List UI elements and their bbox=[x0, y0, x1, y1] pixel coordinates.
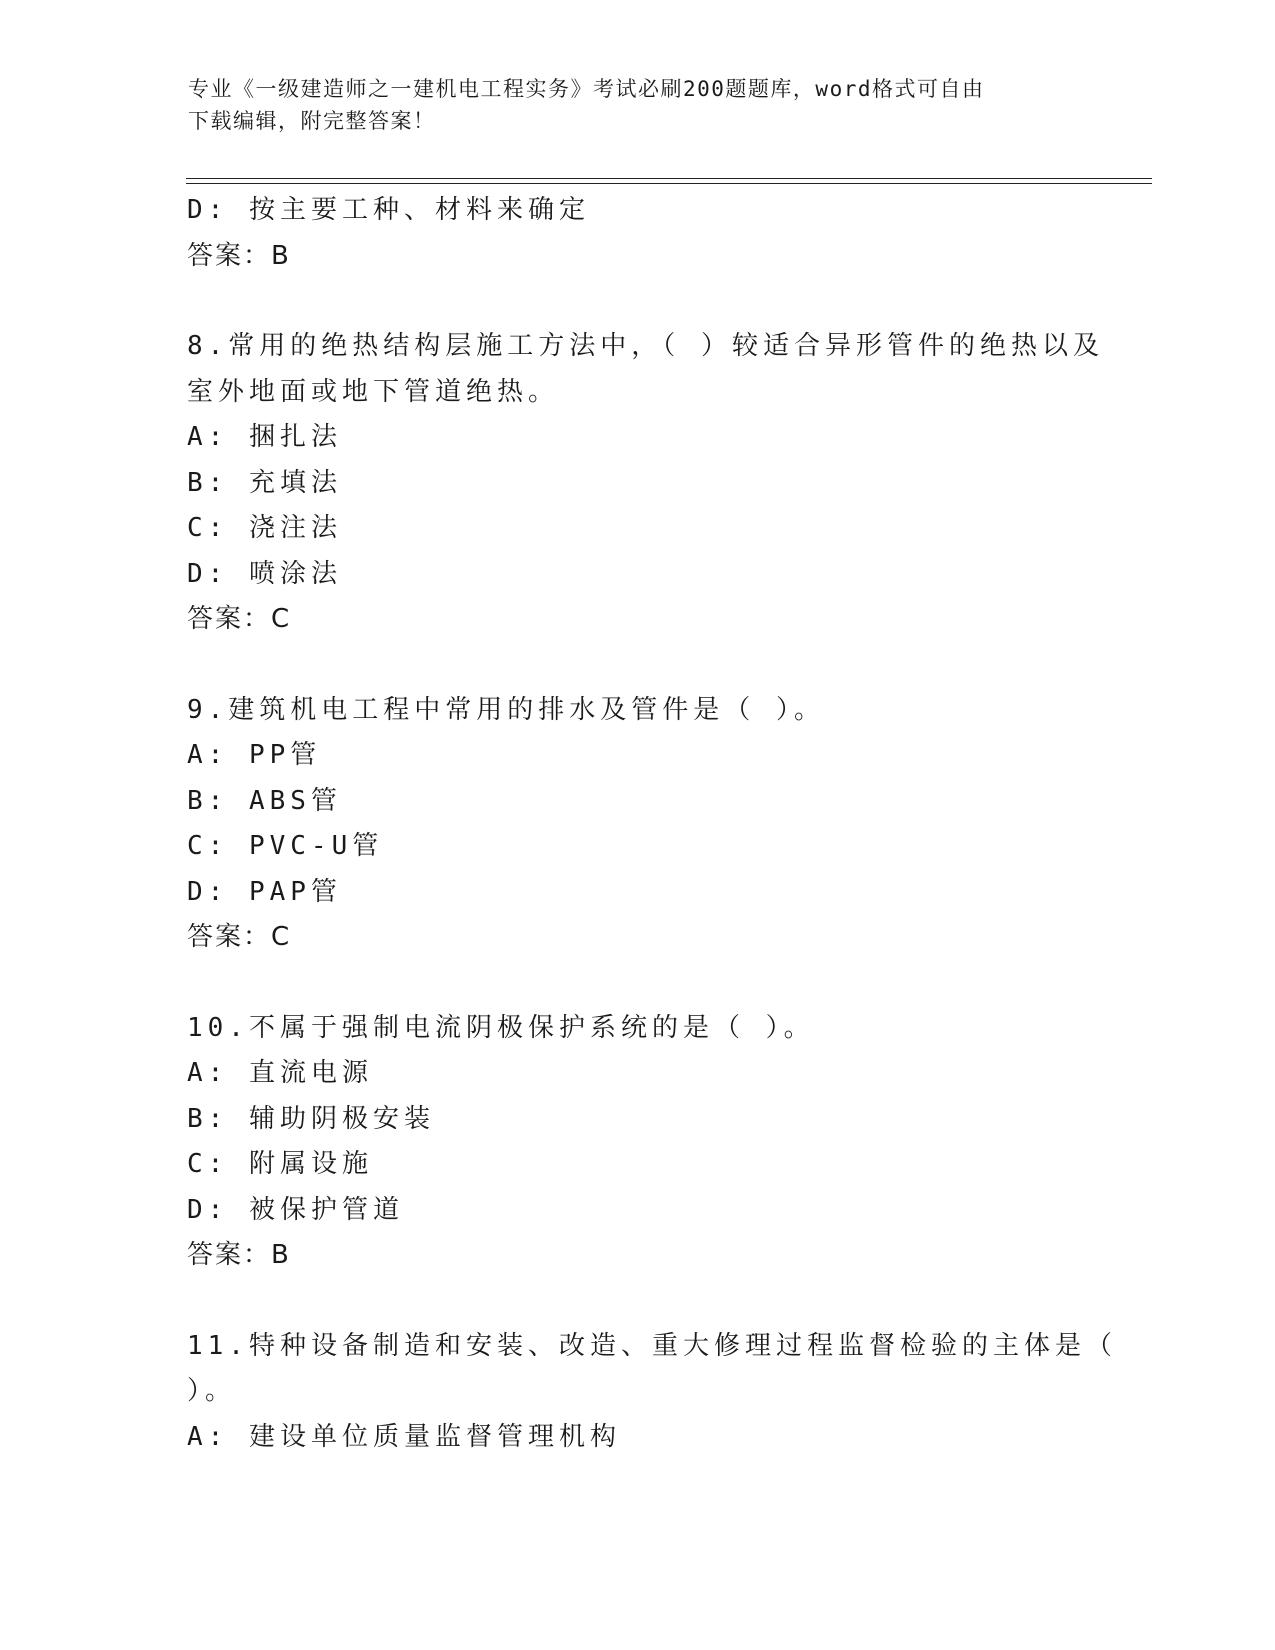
question-stem-continued: 室外地面或地下管道绝热。 bbox=[187, 376, 560, 407]
option-c: C: 附属设施 bbox=[187, 1149, 373, 1179]
option-b: B: 充填法 bbox=[187, 467, 342, 498]
answer: 答案：B bbox=[187, 1240, 291, 1270]
question-9 bbox=[187, 688, 1067, 961]
question-10 bbox=[187, 1006, 1067, 1279]
option-b: B: 辅助阴极安装 bbox=[187, 1103, 435, 1134]
option-d: D: PAP管 bbox=[187, 876, 342, 907]
answer: 答案：B bbox=[187, 240, 291, 271]
question-11 bbox=[187, 1324, 1117, 1461]
document-header bbox=[188, 73, 1068, 137]
question-list bbox=[187, 188, 1117, 1460]
question-stem: 8.常用的绝热结构层施工方法中，（ ）较适合异形管件的绝热以及 bbox=[187, 331, 1104, 361]
question-7-tail bbox=[187, 188, 1067, 279]
option-d: D: 被保护管道 bbox=[187, 1194, 404, 1225]
option-a: A: 捆扎法 bbox=[187, 422, 342, 452]
answer: 答案：C bbox=[187, 604, 292, 634]
question-stem: 11.特种设备制造和安装、改造、重大修理过程监督检验的主体是（ bbox=[187, 1330, 1117, 1361]
spacer bbox=[187, 279, 1067, 324]
header-divider-bottom bbox=[186, 183, 1152, 184]
question-8 bbox=[187, 324, 1104, 643]
answer: 答案：C bbox=[187, 922, 292, 952]
option-c: C: PVC-U管 bbox=[187, 831, 384, 861]
question-stem: 10.不属于强制电流阴极保护系统的是（ ）。 bbox=[187, 1012, 815, 1043]
option-a: A: 建设单位质量监督管理机构 bbox=[187, 1421, 621, 1452]
spacer bbox=[187, 961, 1067, 1006]
option-b: B: ABS管 bbox=[187, 785, 342, 816]
option-c: C: 浇注法 bbox=[187, 513, 342, 543]
spacer bbox=[187, 1279, 1067, 1324]
header-line-2: 下载编辑，附完整答案！ bbox=[188, 109, 436, 133]
question-stem-continued: ）。 bbox=[187, 1376, 237, 1406]
option-a: A: PP管 bbox=[187, 740, 322, 770]
option-d: D: 按主要工种、材料来确定 bbox=[187, 195, 590, 225]
option-a: A: 直流电源 bbox=[187, 1058, 373, 1088]
option-d: D: 喷涂法 bbox=[187, 558, 342, 589]
spacer bbox=[187, 643, 1067, 688]
header-divider-top bbox=[186, 178, 1152, 179]
header-line-1: 专业《一级建造师之一建机电工程实务》考试必刷200题题库，word格式可自由 bbox=[188, 77, 985, 101]
question-stem: 9.建筑机电工程中常用的排水及管件是（ ）。 bbox=[187, 694, 825, 725]
